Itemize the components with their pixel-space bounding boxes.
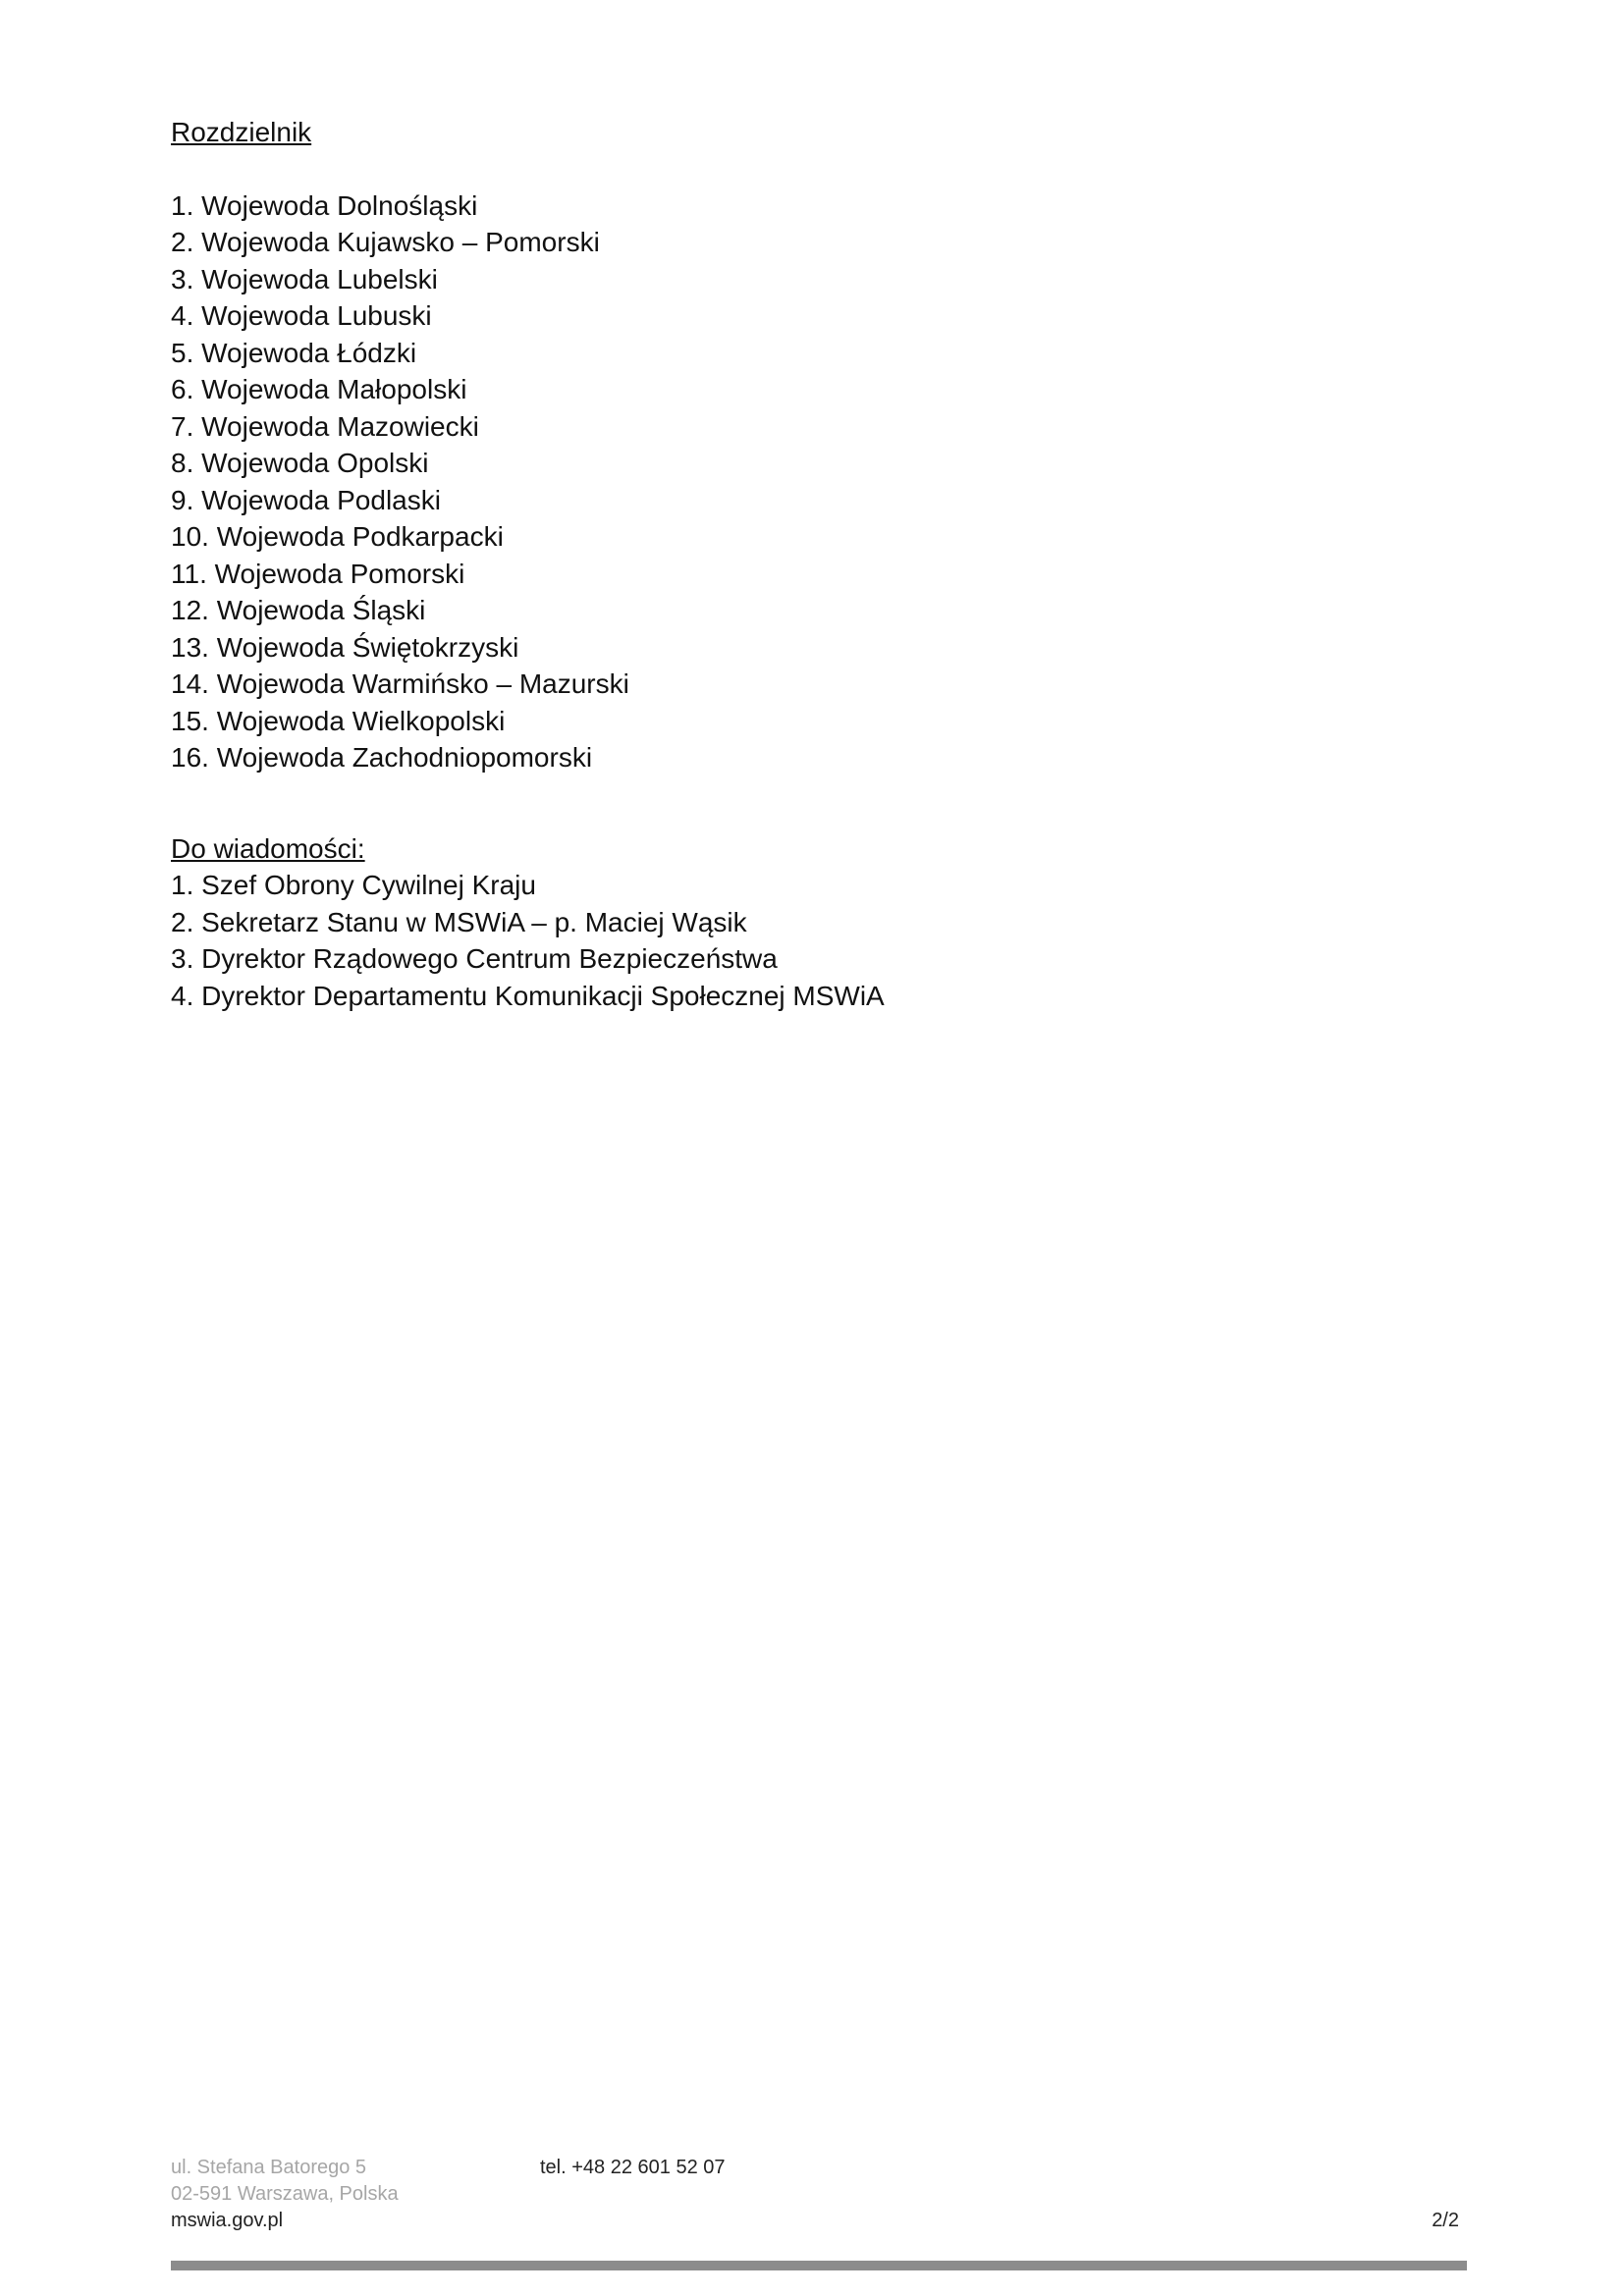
footer-website: mswia.gov.pl: [171, 2210, 284, 2231]
distribution-item: 3. Wojewoda Lubelski: [171, 263, 438, 294]
distribution-item: 10. Wojewoda Podkarpacki: [171, 521, 504, 552]
distribution-item: 5. Wojewoda Łódzki: [171, 337, 417, 368]
for-information-list: [171, 867, 1467, 1014]
distribution-heading: Rozdzielnik: [171, 117, 312, 147]
distribution-item: 16. Wojewoda Zachodniopomorski: [171, 742, 593, 773]
distribution-item: 13. Wojewoda Świętokrzyski: [171, 631, 519, 663]
distribution-item: 6. Wojewoda Małopolski: [171, 374, 467, 404]
distribution-item: 2. Wojewoda Kujawsko – Pomorski: [171, 227, 600, 257]
footer-bar: [171, 2261, 1467, 2270]
for-information-item: 1. Szef Obrony Cywilnej Kraju: [171, 870, 536, 900]
distribution-item: 12. Wojewoda Śląski: [171, 595, 426, 625]
distribution-item: 14. Wojewoda Warmińsko – Mazurski: [171, 668, 629, 699]
distribution-item: 4. Wojewoda Lubuski: [171, 300, 432, 331]
document-body: [171, 114, 1467, 1014]
distribution-item: 11. Wojewoda Pomorski: [171, 558, 465, 589]
distribution-item: 8. Wojewoda Opolski: [171, 448, 429, 478]
footer-address-street: ul. Stefana Batorego 5: [171, 2157, 367, 2178]
distribution-item: 1. Wojewoda Dolnośląski: [171, 189, 478, 221]
for-information-item: 3. Dyrektor Rządowego Centrum Bezpieczeństwa: [171, 943, 778, 974]
distribution-item: 15. Wojewoda Wielkopolski: [171, 705, 506, 736]
footer-address-city: 02-591 Warszawa, Polska: [171, 2183, 399, 2205]
for-information-section: [171, 830, 1467, 1015]
footer-address: [171, 2155, 399, 2234]
distribution-item: 9. Wojewoda Podlaski: [171, 484, 441, 515]
footer-phone: tel. +48 22 601 52 07: [540, 2157, 726, 2178]
for-information-item: 4. Dyrektor Departamentu Komunikacji Społecznej MSWiA: [171, 980, 885, 1011]
for-information-heading: Do wiadomości:: [171, 832, 365, 864]
for-information-item: 2. Sekretarz Stanu w MSWiA – p. Maciej Wąsik: [171, 906, 747, 937]
page-number: 2/2: [1432, 2210, 1459, 2231]
distribution-item: 7. Wojewoda Mazowiecki: [171, 410, 479, 442]
distribution-list: [171, 187, 1467, 776]
